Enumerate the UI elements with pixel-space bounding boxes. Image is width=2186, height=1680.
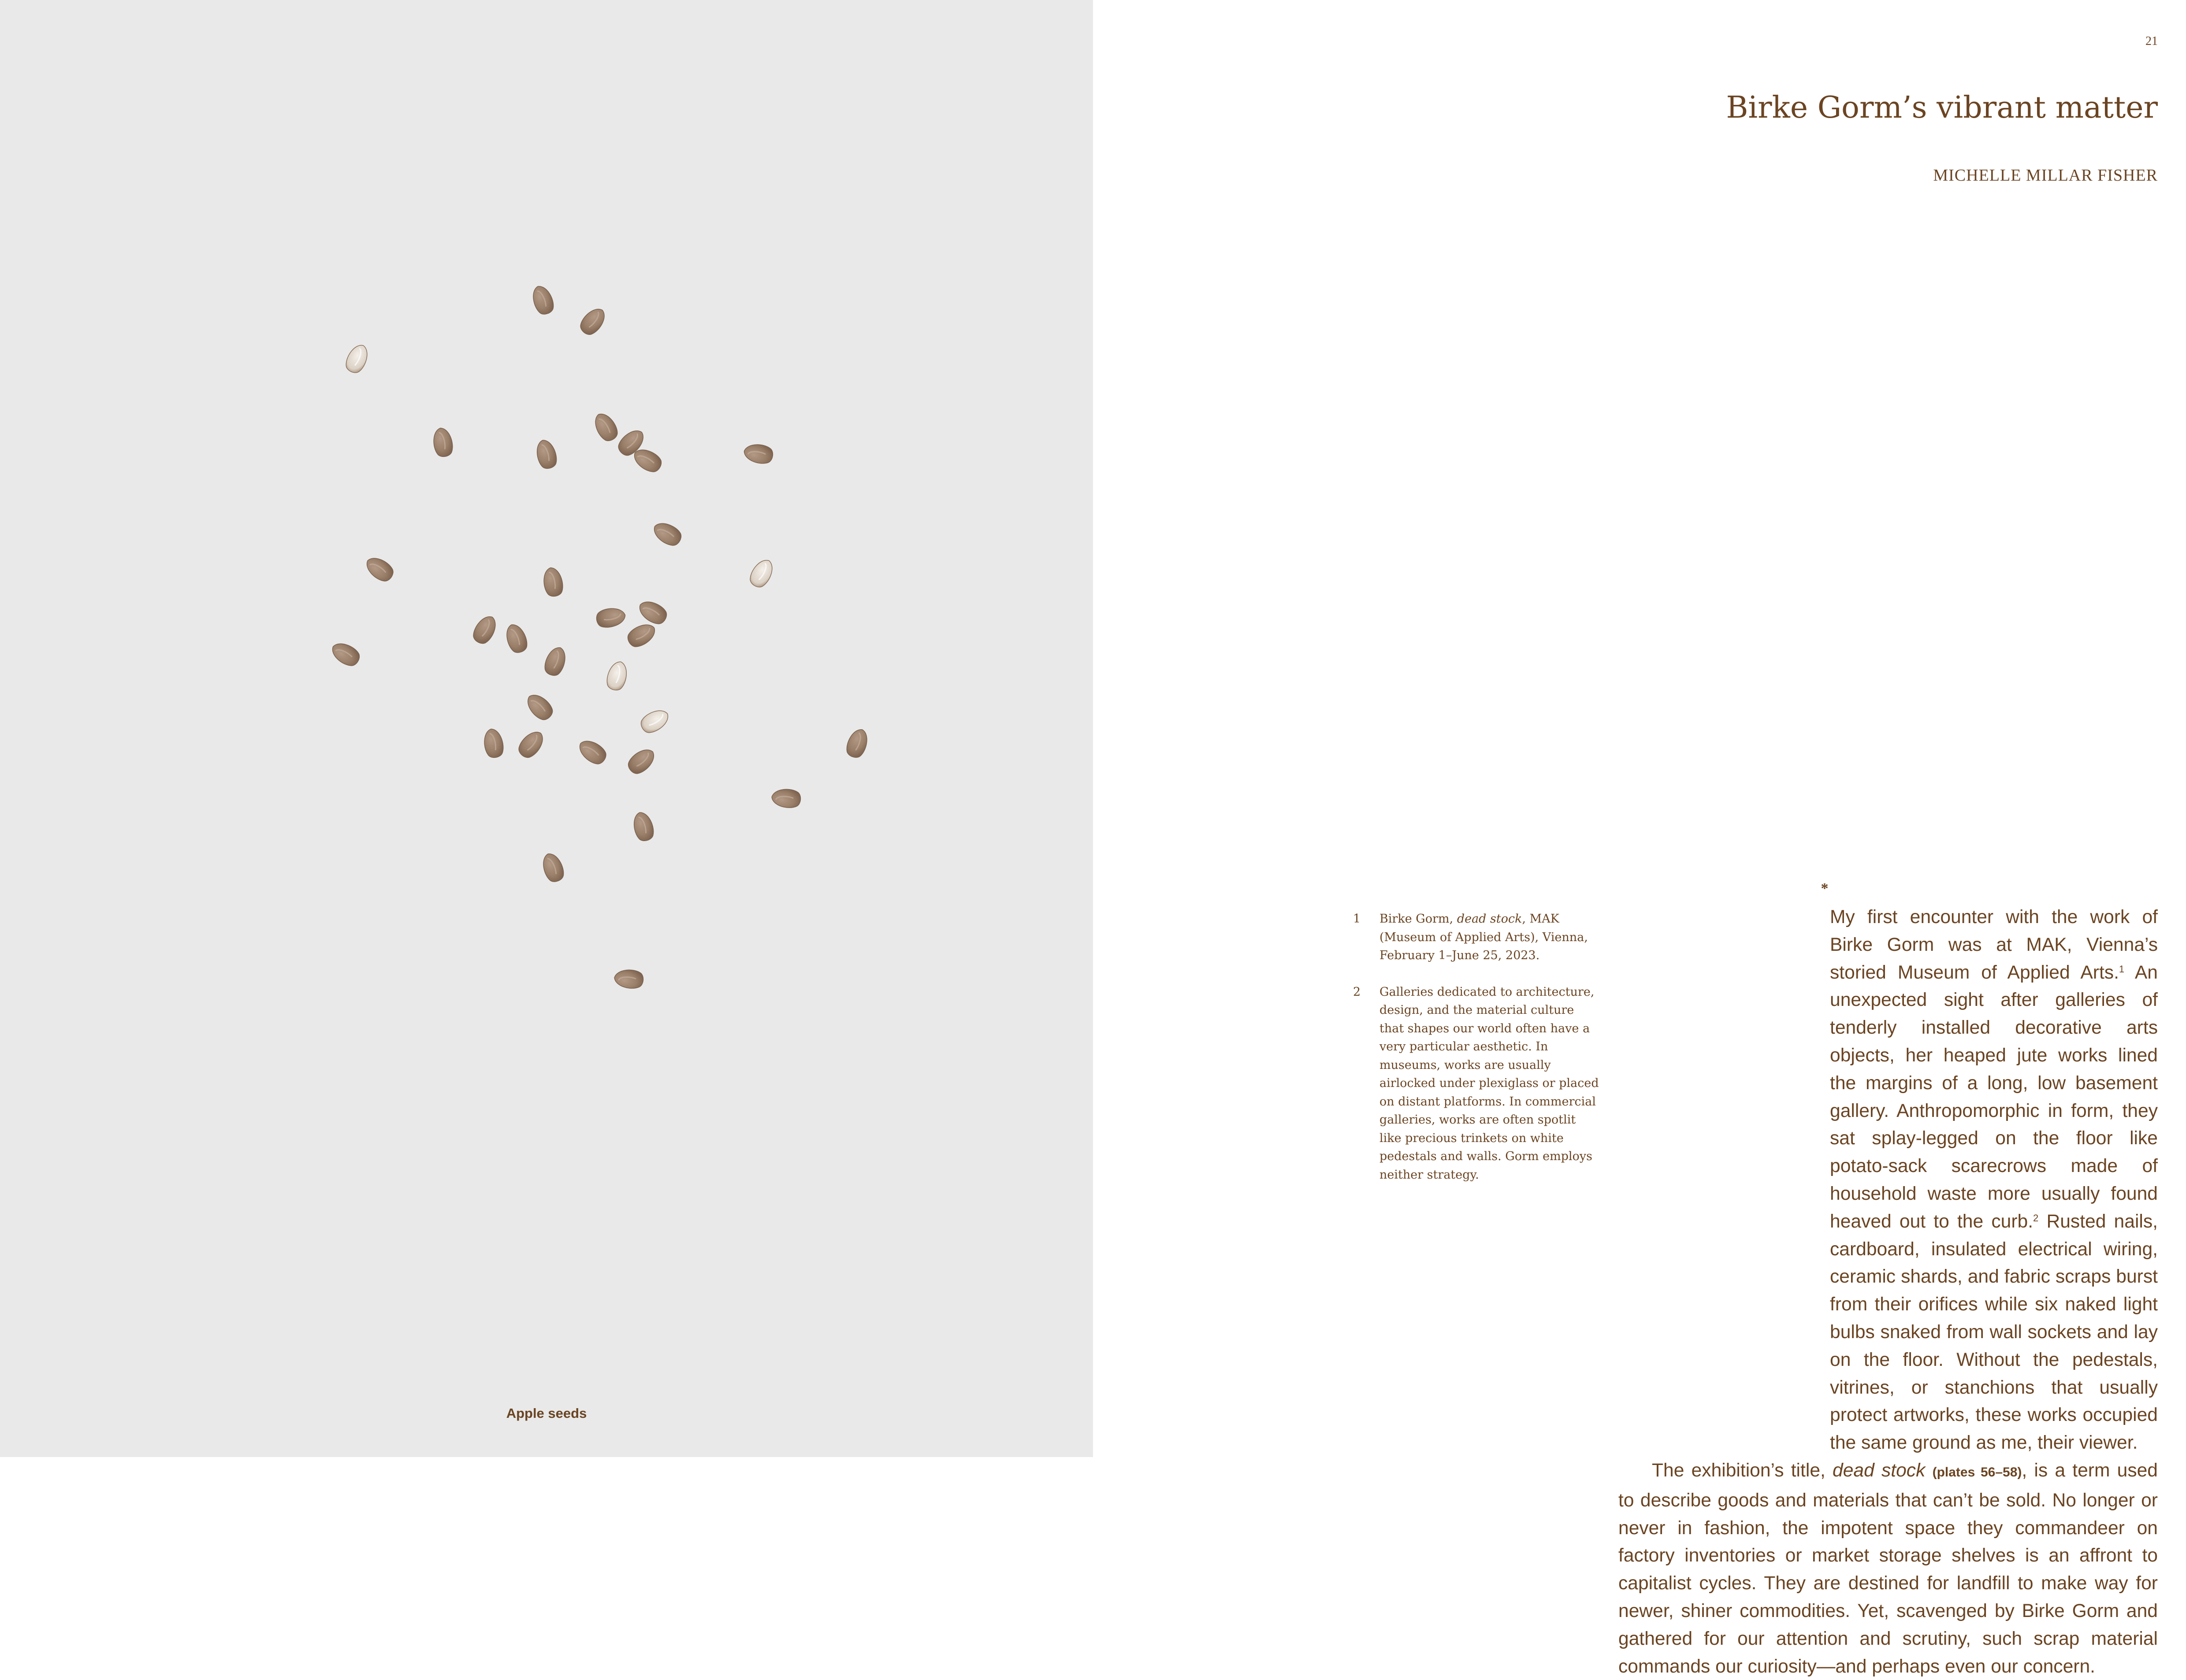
- seed-shape: [771, 788, 801, 808]
- seed-shape: [591, 410, 621, 444]
- seed-shape: [542, 645, 569, 678]
- footnote-text-part: , MAK (Museum of Applied Arts), Vienna, February 1–June 25, 2023.: [1379, 912, 1588, 962]
- body-text-run: My first encounter with the work of Birke Gorm was at MAK, Vienna’s storied Museum of Applied Arts.: [1830, 906, 2158, 983]
- seed-shape: [431, 426, 454, 458]
- left-page: [0, 0, 1093, 1457]
- article-title: Birke Gorm’s vibrant matter: [1726, 90, 2158, 125]
- right-page: [1093, 0, 2186, 1677]
- seed-shape: [470, 612, 500, 646]
- exhibition-title: dead stock: [1833, 1459, 1926, 1481]
- article-body: [1618, 903, 2158, 1680]
- body-text-run: The exhibition’s title,: [1652, 1459, 1833, 1481]
- pale-seed-shape: [638, 706, 672, 736]
- seed-shape: [362, 553, 396, 585]
- seed-shape: [636, 597, 669, 627]
- apple-seeds-photo: [0, 0, 1093, 1457]
- footnote-number: 1: [1353, 912, 1361, 926]
- seed-shape: [631, 810, 656, 843]
- body-paragraph-1: [1830, 903, 2158, 1457]
- seed-shape: [844, 727, 871, 760]
- seed-shape: [575, 736, 609, 768]
- seed-shape: [529, 283, 556, 317]
- seed-shape: [534, 438, 559, 471]
- footnote-ref-1: 1: [2119, 963, 2125, 975]
- footnote-ref-2: 2: [2033, 1212, 2039, 1224]
- body-text-run: Rusted nails, cardboard, insulated electrical wiring, ceramic shards, and fabric scraps burst from their orifices while six naked light bulbs snaked from wall sockets and lay on the floor. Without the pedestals, vitrines, or stanchions that usually protect artworks, these works occupied the same ground as me, their viewer.: [1830, 1210, 2158, 1454]
- pale-seed-shape: [343, 341, 372, 375]
- seed-shape: [523, 690, 556, 723]
- seed-shape: [650, 519, 684, 549]
- section-separator: *: [1821, 880, 1829, 897]
- footnote-text: Galleries dedicated to architecture, design, and the material culture that shapes our world often have a very particular aesthetic. In museums, works are usually airlocked under plexiglass or placed on distant platforms. In commercial galleries, works are often spotlit like precious trinkets on white pedestals and walls. Gorm employs neither strategy.: [1379, 985, 1599, 1182]
- photo-caption: Apple seeds: [506, 1406, 587, 1421]
- pale-seed-shape: [747, 556, 777, 590]
- body-paragraph-2: [1618, 1457, 2158, 1680]
- footnote-1: [1353, 910, 1600, 965]
- seed-shape: [625, 745, 659, 777]
- seed-shape: [743, 442, 774, 465]
- seed-shape: [328, 639, 362, 669]
- seed-shape: [595, 606, 627, 629]
- footnote-2: [1353, 983, 1600, 1184]
- seed-shape: [613, 968, 644, 989]
- pale-seed-shape: [605, 660, 630, 692]
- seed-shape: [482, 727, 505, 759]
- seed-shape: [515, 727, 548, 761]
- plate-reference: (plates 56–58): [1932, 1465, 2022, 1480]
- footnotes: [1353, 910, 1600, 1202]
- seed-shape: [539, 851, 566, 884]
- seed-shape: [577, 304, 610, 338]
- footnote-text: [1379, 910, 1600, 965]
- body-text-run: An unexpected sight after galleries of tenderly installed decorative arts objects, her heaped jute works lined the margins of a long, low basement gallery. Anthropomorphic in form, they sat splay-legged on the floor like potato-sack scarecrows made of household waste more usually found heaved out to the curb.: [1830, 961, 2158, 1232]
- footnote-number: 2: [1353, 985, 1361, 999]
- seed-shape: [625, 620, 658, 650]
- seed-shape: [542, 566, 565, 598]
- article-author: MICHELLE MILLAR FISHER: [1933, 166, 2158, 185]
- seed-shape: [503, 622, 530, 655]
- page-number: 21: [2145, 34, 2158, 48]
- footnote-text-part: Birke Gorm,: [1379, 912, 1457, 926]
- footnote-italic-title: dead stock: [1457, 912, 1522, 926]
- body-text-run: , is a term used to describe goods and materials that can’t be sold. No longer or never in fashion, the impotent space they commandeer on factory inventories or market storage shelves is an affront to capitalist cycles. They are destined for landfill to make way for newer, shiner commodities. Yet, scavenged by Birke Gorm and gathered for our attention and scrutiny, such scrap material commands our curiosity—and perhaps even our concern.: [1618, 1459, 2158, 1677]
